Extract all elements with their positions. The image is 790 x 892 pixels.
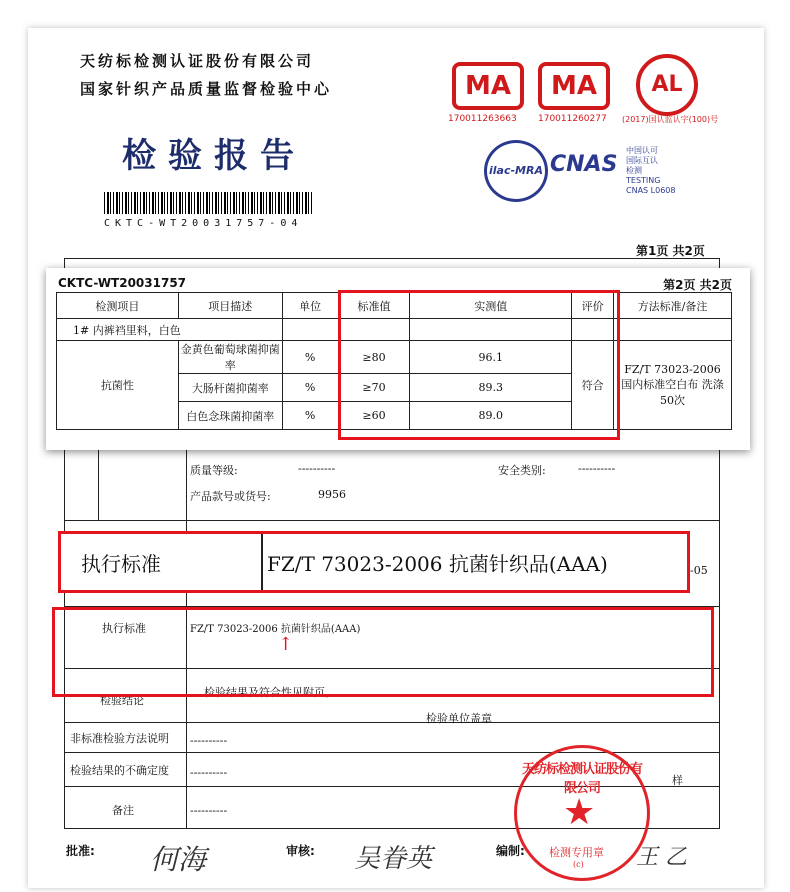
col-header: 单位 (282, 293, 338, 319)
results-highlight-box (338, 290, 620, 440)
cnas-line: TESTING (626, 176, 661, 185)
arrow-up-icon: ↑ (278, 634, 294, 655)
evaluation-cell: 符合 (572, 341, 614, 430)
remark-value: ---------- (190, 804, 228, 817)
compile-signature: 王 乙 (636, 845, 687, 870)
product-no-value: 9956 (318, 488, 346, 501)
seal-sub: (c) (573, 860, 584, 869)
uncertainty-value: ---------- (190, 766, 228, 779)
conclusion-label: 检验结论 (100, 694, 144, 707)
unit-cell: % (282, 341, 338, 374)
standard-cell: ≥80 (338, 341, 410, 374)
unit-cell: % (282, 374, 338, 402)
sample-row: 1# 内裤裆里料，白色 (57, 319, 283, 341)
unit-cell: % (282, 402, 338, 430)
remark-label: 备注 (112, 804, 134, 817)
table-divider (64, 722, 720, 723)
col-header: 方法标准/备注 (614, 293, 732, 319)
nonstandard-label: 非标准检验方法说明 (70, 732, 169, 745)
measured-cell: 89.0 (410, 402, 572, 430)
product-no-label: 产品款号或货号: (190, 490, 271, 503)
cnas-line: 检测 (626, 166, 642, 175)
review-signature: 吴眷英 (354, 844, 433, 874)
desc-cell: 白色念珠菌抑菌率 (178, 402, 282, 430)
col-header: 检测项目 (57, 293, 179, 319)
zoom-divider (261, 534, 263, 590)
desc-cell: 大肠杆菌抑菌率 (178, 374, 282, 402)
compile-label: 编制: (496, 844, 525, 858)
org-center: 国家针织产品质量监督检验中心 (80, 80, 333, 98)
highlight-box (52, 607, 714, 697)
al-code: (2017)国认监认字(100)号 (622, 115, 719, 124)
approve-label: 批准: (66, 844, 95, 858)
nonstandard-value: ---------- (190, 734, 228, 747)
exec-standard-value: FZ/T 73023-2006 抗菌针织品(AAA) (190, 624, 361, 635)
cma-code-1: 170011263663 (448, 114, 517, 124)
conclusion-text: 检验结果及符合性见附页。 (204, 686, 336, 699)
seal-ring-text: 天纺标检测认证股份有限公司 (521, 762, 642, 796)
quality-grade-value: ---------- (298, 462, 336, 475)
safety-value: ---------- (578, 462, 616, 475)
col-header: 评价 (572, 293, 614, 319)
page2-excerpt (46, 268, 750, 450)
table-cell (282, 319, 338, 341)
page2-info: 第2页 共2页 (663, 278, 732, 292)
seal-inner-text: 检测专用章 (549, 846, 604, 859)
org-name: 天纺标检测认证股份有限公司 (80, 52, 315, 70)
method-cell: FZ/T 73023-2006 国内标准空白布 洗涤50次 (614, 341, 732, 430)
cnas-line: 中国认可 (626, 146, 658, 155)
table-divider (98, 450, 99, 520)
cma-logo-2: MA (538, 62, 610, 110)
measured-cell: 89.3 (410, 374, 572, 402)
standard-cell: ≥70 (338, 374, 410, 402)
safety-label: 安全类别: (498, 464, 546, 477)
cnas-text (626, 146, 675, 196)
star-icon: ★ (563, 792, 596, 833)
page-info: 第1页 共2页 (636, 244, 705, 258)
review-label: 审核: (286, 844, 315, 858)
ilac-logo: ilac-MRA (484, 140, 548, 202)
col-header: 实测值 (410, 293, 572, 319)
zoom-label: 执行标准 (81, 552, 161, 576)
report-no: CKTC-WT20031757 (58, 276, 187, 290)
table-divider (64, 752, 720, 753)
quality-grade-label: 质量等级: (190, 464, 238, 477)
cnas-line: 国际互认 (626, 156, 658, 165)
cma-code-2: 170011260277 (538, 114, 607, 124)
zoom-callout (58, 531, 690, 593)
approve-signature: 何海 (150, 843, 207, 876)
table-cell (614, 319, 732, 341)
zoom-value: FZ/T 73023-2006 抗菌针织品(AAA) (267, 552, 608, 576)
col-header: 标准值 (338, 293, 410, 319)
desc-cell: 金黄色葡萄球菌抑菌率 (178, 341, 282, 374)
company-seal (514, 745, 650, 881)
cma-logo-1: MA (452, 62, 524, 110)
cnas-logo: CNAS (550, 152, 618, 177)
al-logo: AL (636, 54, 698, 116)
standard-cell: ≥60 (338, 402, 410, 430)
category-cell: 抗菌性 (57, 341, 179, 430)
uncertainty-label: 检验结果的不确定度 (70, 764, 169, 777)
barcode-text: CKTC-WT20031757-04 (104, 218, 303, 229)
report-title: 检验报告 (122, 136, 306, 176)
side-char: 样 (672, 774, 683, 787)
exec-standard-label: 执行标准 (102, 622, 146, 635)
seal-label: 检验单位盖章 (426, 712, 492, 725)
measured-cell: 96.1 (410, 341, 572, 374)
barcode (104, 192, 314, 214)
col-header: 项目描述 (178, 293, 282, 319)
partial-date: -05 (690, 564, 708, 577)
table-divider (64, 520, 720, 521)
cnas-line: CNAS L0608 (626, 186, 676, 195)
table-border-top (64, 258, 720, 259)
